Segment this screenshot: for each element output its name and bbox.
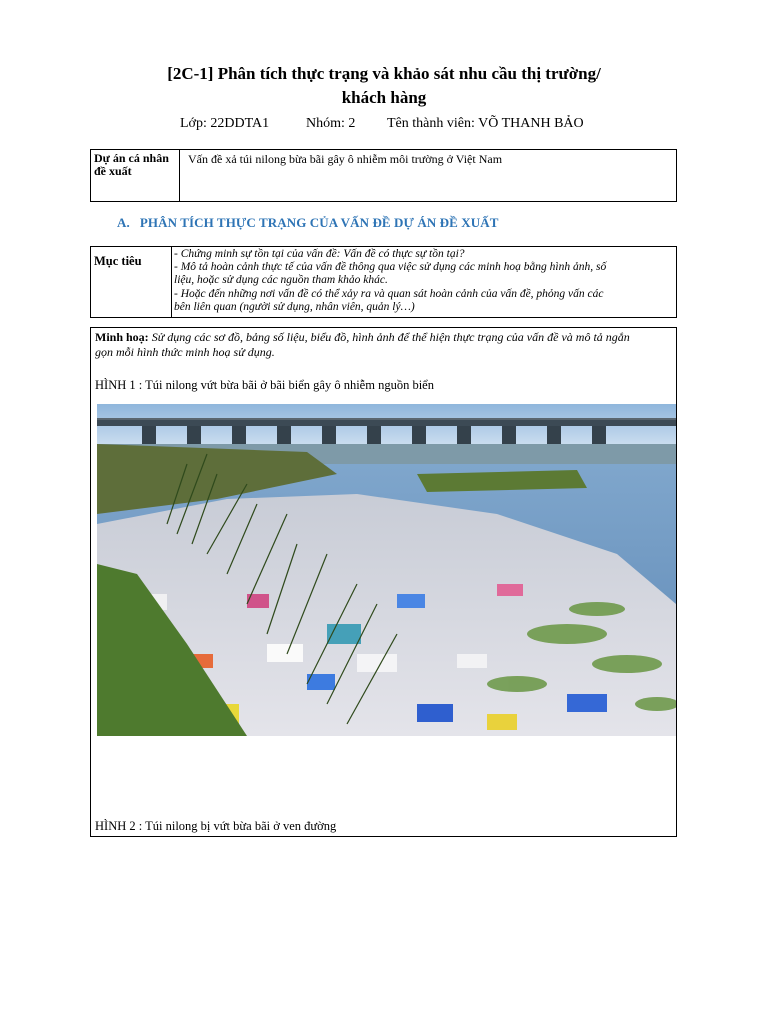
table-divider — [171, 247, 172, 317]
objective-line: - Chứng minh sự tồn tại của vấn đề: Vấn đề có thực sự tồn tại? — [174, 248, 465, 260]
table-divider — [179, 150, 180, 201]
section-title: PHÂN TÍCH THỰC TRẠNG CỦA VẤN ĐỀ DỰ ÁN ĐỀ XUẤT — [139, 215, 499, 230]
objectives-list — [174, 248, 606, 314]
document-title-line-1: [2C-1] Phân tích thực trạng và khảo sát nhu cầu thị trường/ — [167, 64, 601, 83]
objectives-table — [90, 246, 677, 318]
figure-2-caption: HÌNH 2 : Túi nilong bị vứt bừa bãi ở ven đường — [95, 819, 337, 833]
objective-line: liệu, hoặc sử dụng các nguồn tham khảo khác. — [174, 274, 388, 287]
illustration-description — [95, 330, 673, 360]
figure-1-caption: HÌNH 1 : Túi nilong vứt bừa bãi ở bãi biển gây ô nhiễm nguồn biển — [95, 378, 434, 392]
illustration-desc-line-2: gọn mỗi hình thức minh hoạ sử dụng. — [95, 345, 275, 359]
illustration-desc-line-1: Sử dụng các sơ đồ, bảng số liệu, biểu đồ, hình ảnh để thể hiện thực trạng của vấn đề và mô tả ngắn — [151, 330, 630, 344]
objective-line: - Mô tả hoàn cảnh thực tế của vấn đề thông qua việc sử dụng các minh hoạ bằng hình ảnh, số — [174, 261, 607, 274]
section-number: A. — [117, 215, 130, 230]
objective-line: - Hoặc đến những nơi vấn đề có thể xảy ra và quan sát hoàn cảnh của vấn đề, phỏng vấn các — [174, 287, 604, 300]
member-info: Tên thành viên: VÕ THANH BẢO — [387, 116, 584, 131]
project-value: Vấn đề xả túi nilong bừa bãi gây ô nhiễm môi trường ở Việt Nam — [188, 152, 503, 166]
project-label: Dự án cá nhân đề xuất — [94, 151, 169, 178]
objective-line: bên liên quan (người sử dụng, nhân viên, quản lý…) — [174, 300, 415, 313]
section-heading — [117, 215, 499, 231]
class-info: Lớp: 22DDTA1 — [180, 116, 270, 131]
plastic-pollution-photo — [97, 404, 676, 736]
group-info: Nhóm: 2 — [306, 116, 356, 131]
objectives-label: Mục tiêu — [94, 254, 142, 268]
figure-1-photo — [97, 404, 676, 736]
project-table — [90, 149, 677, 202]
illustration-label: Minh hoạ: — [95, 330, 149, 344]
document-title-line-2: khách hàng — [341, 88, 427, 107]
